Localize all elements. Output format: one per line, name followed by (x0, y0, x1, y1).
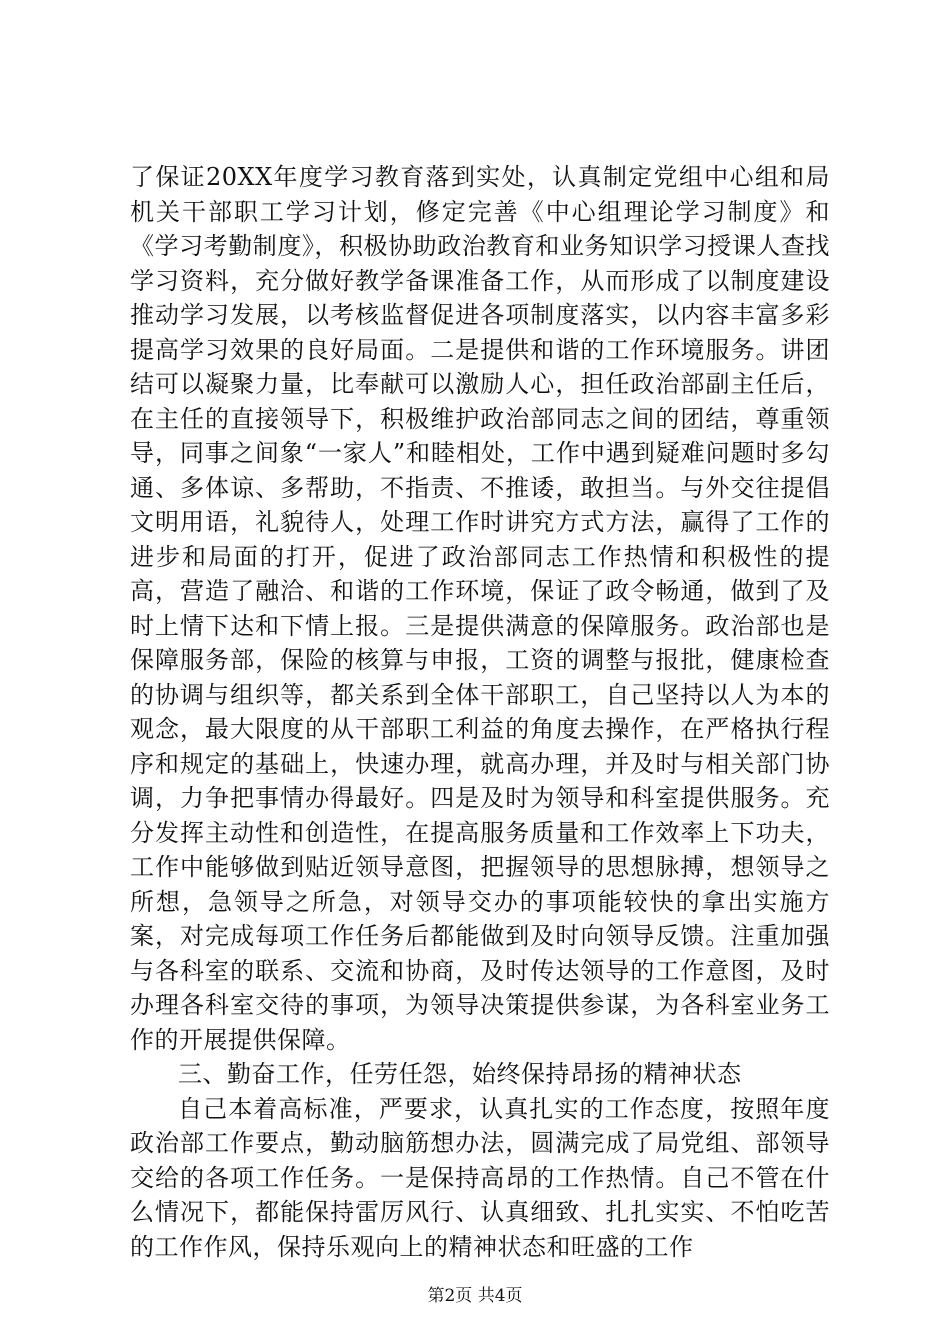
document-body (130, 160, 830, 1264)
section-heading: 三、勤奋工作，任劳任怨，始终保持昂扬的精神状态 (178, 1060, 742, 1088)
page-number-footer: 第2页 共4页 (427, 1286, 523, 1306)
body-paragraph: 自己本着高标准，严要求，认真扎实的工作态度，按照年度政治部工作要点，勤动脑筋想办法，圆满完成了局党组、部领导交给的各项工作任务。一是保持高昂的工作热情。自己不管在什么情况下，都能保持雷厉风行、认真细致、扎扎实实、不怕吃苦的工作作风，保持乐观向上的精神状态和旺盛的工作 (130, 1094, 830, 1261)
body-paragraph-continued: 了保证20XX年度学习教育落到实处，认真制定党组中心组和局机关干部职工学习计划，修定完善《中心组理论学习制度》和《学习考勤制度》，积极协助政治教育和业务知识学习授课人查找学习资料，充分做好教学备课准备工作，从而形成了以制度建设推动学习发展，以考核监督促进各项制度落实，以内容丰富多彩提高学习效果的良好局面。二是提供和谐的工作环境服务。讲团结可以凝聚力量，比奉献可以激励人心，担任政治部副主任后，在主任的直接领导下，积极维护政治部同志之间的团结，尊重领导，同事之间象“一家人”和睦相处，工作中遇到疑难问题时多勾通、多体谅、多帮助，不指责、不推诿，敢担当。与外交往提倡文明用语，礼貌待人，处理工作时讲究方式方法，赢得了工作的进步和局面的打开，促进了政治部同志工作热情和积极性的提高，营造了融洽、和谐的工作环境，保证了政令畅通，做到了及时上情下达和下情上报。三是提供满意的保障服务。政治部也是保障服务部，保险的核算与申报，工资的调整与报批，健康检查的协调与组织等，都关系到全体干部职工，自己坚持以人为本的观念，最大限度的从干部职工利益的角度去操作，在严格执行程序和规定的基础上，快速办理，就高办理，并及时与相关部门协调，力争把事情办得最好。四是及时为领导和科室提供服务。充分发挥主动性和创造性，在提高服务质量和工作效率上下功夫，工作中能够做到贴近领导意图，把握领导的思想脉搏，想领导之所想，急领导之所急，对领导交办的事项能较快的拿出实施方案，对完成每项工作任务后都能做到及时向领导反馈。注重加强与各科室的联系、交流和协商，及时传达领导的工作意图，及时办理各科室交待的事项，为领导决策提供参谋，为各科室业务工作的开展提供保障。 (130, 163, 830, 1054)
